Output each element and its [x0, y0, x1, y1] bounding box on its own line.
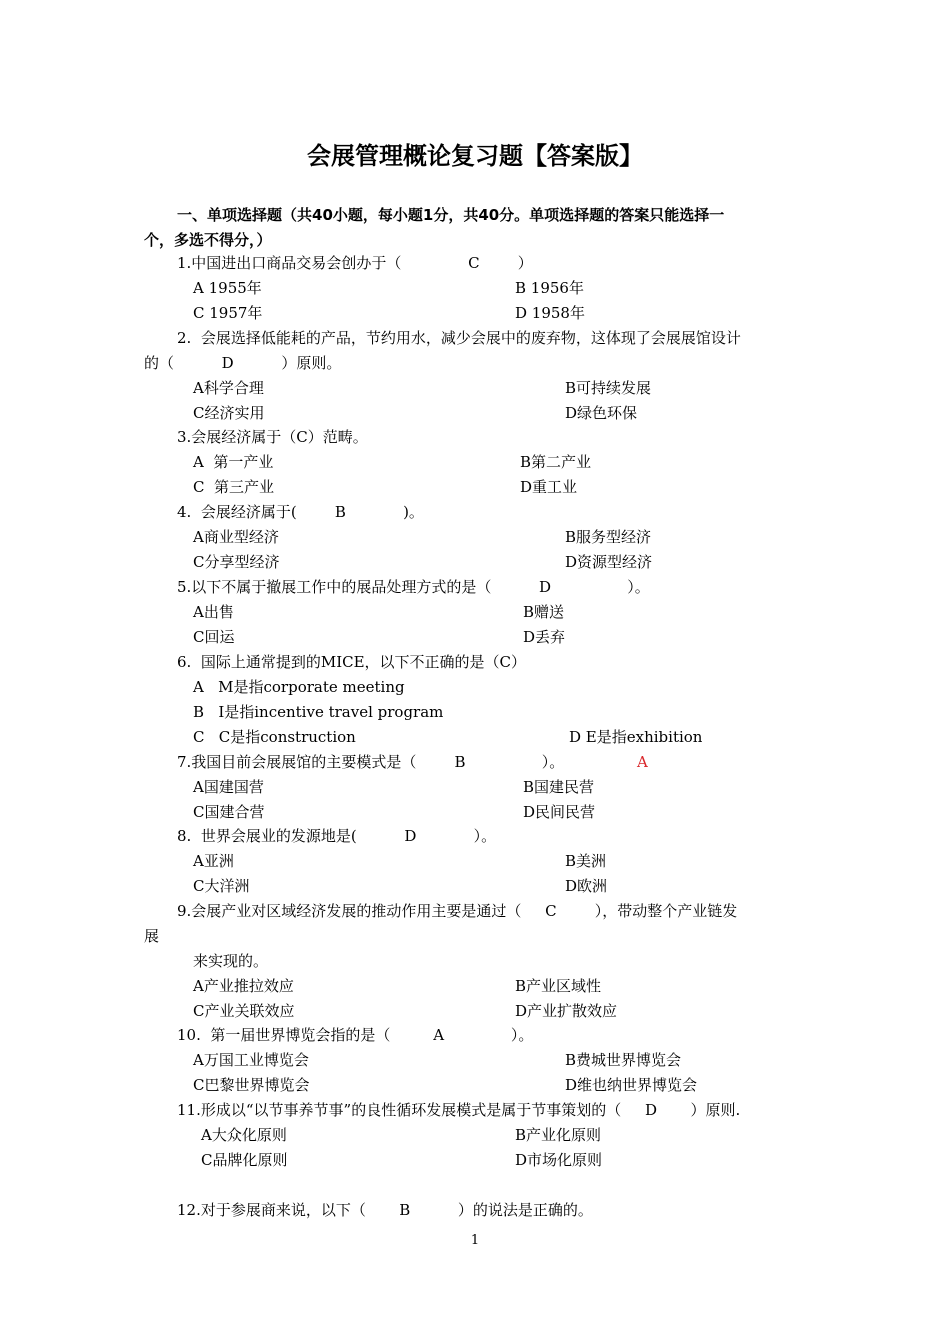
document-title: 会展管理概论复习题【答案版】: [307, 142, 643, 170]
q6-stem: 6. 国际上通常提到的MICE，以下不正确的是（C）: [177, 653, 527, 671]
q6-option-c: C C是指construction: [193, 728, 356, 746]
q9-option-b: B产业区域性: [515, 977, 602, 995]
q8-option-d: D欧洲: [565, 877, 608, 895]
q11-option-a: A大众化原则: [201, 1126, 287, 1144]
q7-option-a: A国建国营: [193, 778, 264, 796]
q2-option-a: A科学合理: [193, 379, 264, 397]
q5-option-b: B赠送: [523, 603, 565, 621]
q9-option-d: D产业扩散效应: [515, 1002, 618, 1020]
q12-stem: 12.对于参展商来说，以下（ B ）的说法是正确的。: [177, 1201, 593, 1219]
q6-option-b: B I是指incentive travel program: [193, 703, 444, 721]
q7-stem: 7.我国目前会展展馆的主要模式是（ B ）。: [177, 753, 565, 771]
q10-option-a: A万国工业博览会: [193, 1051, 309, 1069]
q2-stem-line1: 2. 会展选择低能耗的产品，节约用水，减少会展中的废弃物，这体现了会展展馆设计: [177, 329, 741, 347]
q8-stem: 8. 世界会展业的发源地是( D ）。: [177, 827, 497, 845]
q8-option-c: C大洋洲: [193, 877, 250, 895]
q2-option-c: C经济实用: [193, 404, 265, 422]
q9-option-c: C产业关联效应: [193, 1002, 295, 1020]
q6-option-a: A M是指corporate meeting: [193, 678, 405, 696]
q10-stem: 10. 第一届世界博览会指的是（ A ）。: [177, 1026, 534, 1044]
q11-stem: 11.形成以“以节事养节事”的良性循环发展模式是属于节事策划的（ D ）原则.: [177, 1101, 741, 1119]
q3-stem: 3.会展经济属于（C）范畴。: [177, 428, 368, 446]
q10-option-b: B费城世界博览会: [565, 1051, 682, 1069]
q1-option-d: D 1958年: [515, 304, 585, 322]
q7-option-b: B国建民营: [523, 778, 595, 796]
q4-option-d: D资源型经济: [565, 553, 653, 571]
q1-option-c: C 1957年: [193, 304, 263, 322]
q5-stem: 5.以下不属于撤展工作中的展品处理方式的是（ D ）。: [177, 578, 650, 596]
q6-option-d: D E是指exhibition: [569, 728, 703, 746]
q3-option-a: A 第一产业: [193, 453, 274, 471]
q3-option-b: B第二产业: [520, 453, 592, 471]
q11-option-b: B产业化原则: [515, 1126, 602, 1144]
q9-option-a: A产业推拉效应: [193, 977, 294, 995]
q11-option-d: D市场化原则: [515, 1151, 603, 1169]
q7-answer-mark: A: [637, 753, 648, 771]
q7-option-d: D民间民营: [523, 803, 596, 821]
q10-option-d: D维也纳世界博览会: [565, 1076, 698, 1094]
section-heading-line2: 个，多选不得分，）: [144, 231, 272, 249]
q9-stem-line2: 展: [144, 927, 160, 945]
section-heading-line1: 一、单项选择题（共40小题，每小题1分，共40分。单项选择题的答案只能选择一: [177, 206, 725, 224]
q4-option-c: C分享型经济: [193, 553, 280, 571]
q1-stem: 1.中国进出口商品交易会创办于（ C ）: [177, 254, 533, 272]
q2-option-d: D绿色环保: [565, 404, 638, 422]
page-number: 1: [470, 1233, 480, 1248]
q7-option-c: C国建合营: [193, 803, 265, 821]
q5-option-a: A出售: [193, 603, 234, 621]
q2-stem-line2: 的（ D ）原则。: [144, 354, 342, 372]
q4-option-a: A商业型经济: [193, 528, 279, 546]
q9-stem-line3: 来实现的。: [193, 952, 269, 970]
q4-option-b: B服务型经济: [565, 528, 652, 546]
q2-option-b: B可持续发展: [565, 379, 652, 397]
q11-option-c: C品牌化原则: [201, 1151, 288, 1169]
q1-option-b: B 1956年: [515, 279, 584, 297]
q10-option-c: C巴黎世界博览会: [193, 1076, 310, 1094]
q4-stem: 4. 会展经济属于( B )。: [177, 503, 424, 521]
q8-option-b: B美洲: [565, 852, 607, 870]
q5-option-d: D丢弃: [523, 628, 566, 646]
q3-option-c: C 第三产业: [193, 478, 275, 496]
q8-option-a: A亚洲: [193, 852, 234, 870]
q9-stem-line1: 9.会展产业对区域经济发展的推动作用主要是通过（ C ），带动整个产业链发: [177, 902, 738, 920]
q1-option-a: A 1955年: [193, 279, 262, 297]
q3-option-d: D重工业: [520, 478, 578, 496]
q5-option-c: C回运: [193, 628, 235, 646]
